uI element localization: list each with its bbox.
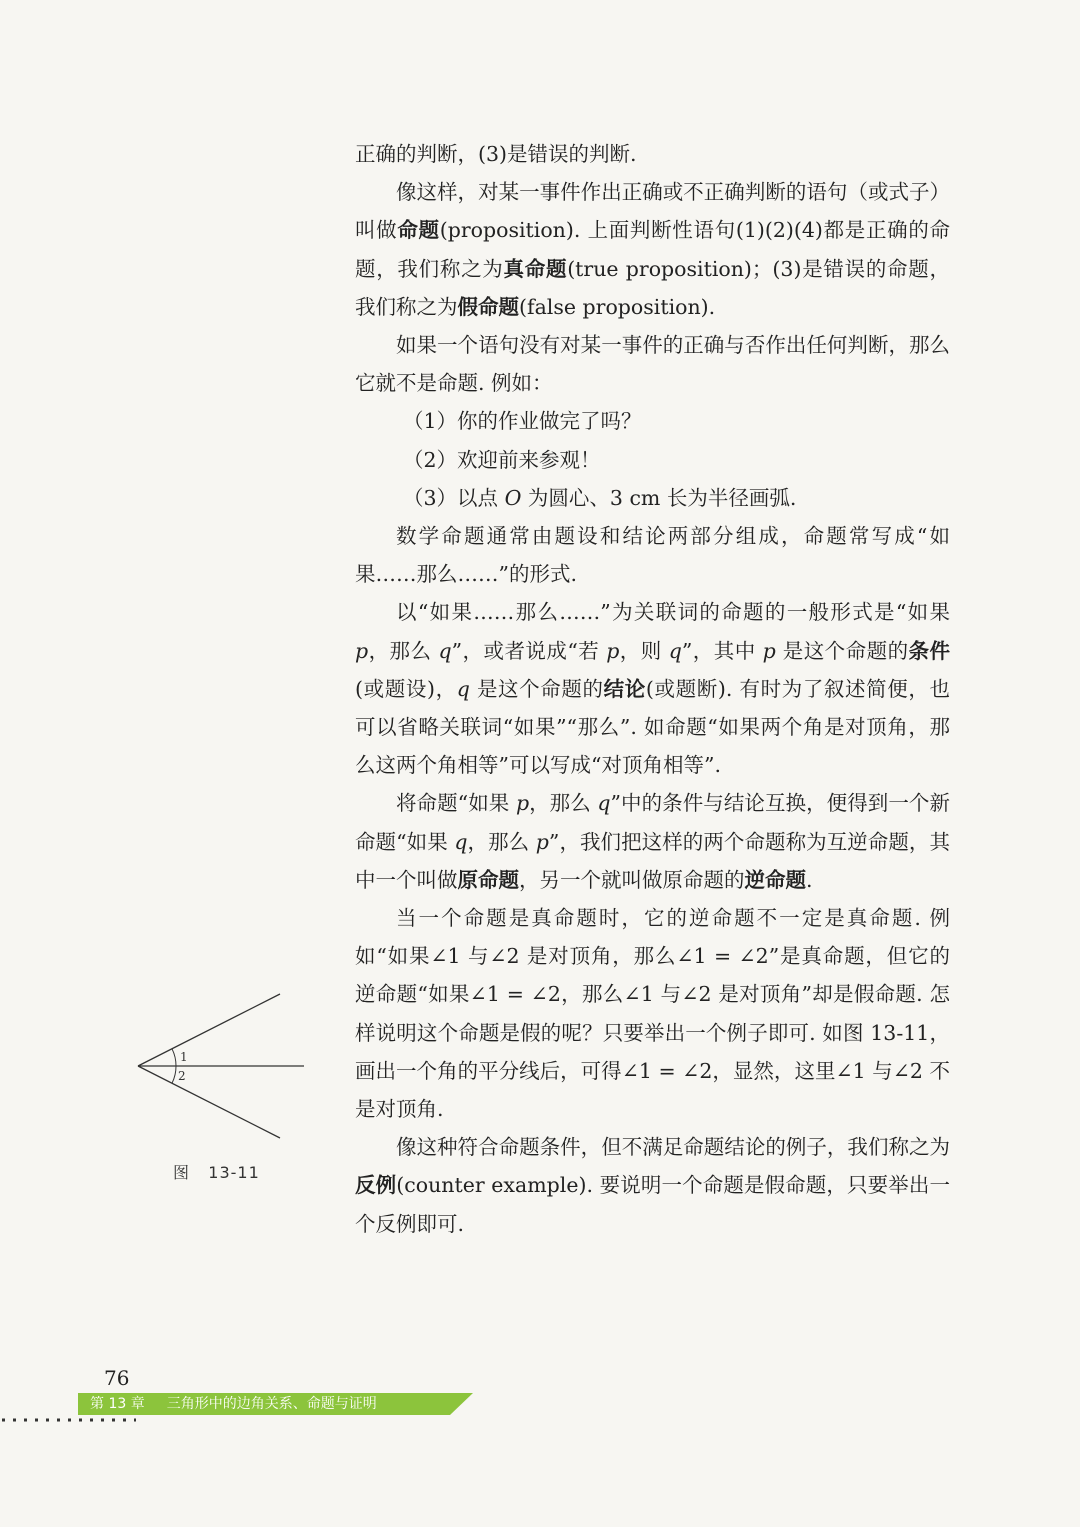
paragraph-8: 像这种符合命题条件，但不满足命题结论的例子，我们称之为反例(counter example). 要说明一个命题是假命题，只要举出一个反例即可. — [355, 1135, 951, 1236]
paragraph-7: 当一个命题是真命题时，它的逆命题不一定是真命题. 例如“如果∠1 与∠2 是对顶角，那么∠1 = ∠2”是真命题，但它的逆命题“如果∠1 = ∠2，那么∠1 与∠2 是对顶角”却是假命题. 怎样说明这个命题是假的呢？只要举出一个例子即可. 如图 13-11，画出一个角的平分线后，可得∠1 = ∠2，显然，这里∠1 与∠2 不是对顶角. — [355, 906, 950, 1122]
footer-dotted-rule — [0, 1417, 140, 1423]
paragraph-2: 像这样，对某一事件作出正确或不正确判断的语句（或式子）叫做命题(proposition). 上面判断性语句(1)(2)(4)都是正确的命题，我们称之为真命题(true proposition)；(3)是错误的命题，我们称之为假命题(false proposition). — [355, 180, 950, 319]
lower-ray — [138, 1066, 280, 1138]
angle-bisector-diagram — [130, 990, 310, 1140]
term-proposition: 命题 — [397, 218, 440, 243]
chapter-footer-bar — [78, 1393, 473, 1415]
term-true-proposition: 真命题 — [503, 256, 568, 281]
page-number: 76 — [104, 1366, 130, 1390]
paragraph-4: 数学命题通常由题设和结论两部分组成，命题常写成“如果……那么……”的形式. — [355, 524, 950, 587]
list-item-2: （2）欢迎前来参观！ — [403, 447, 601, 472]
term-false-proposition: 假命题 — [457, 294, 519, 319]
term-original-proposition: 原命题 — [457, 867, 519, 892]
paragraph-3: 如果一个语句没有对某一事件的正确与否作出任何判断，那么它就不是命题. 例如： — [355, 333, 950, 396]
figure-caption — [173, 1160, 260, 1183]
body-text — [355, 135, 950, 1243]
figure-caption-prefix: 图 — [173, 1163, 191, 1182]
list-item-3: （3）以点 O 为圆心、3 cm 长为半径画弧. — [403, 485, 797, 510]
term-condition: 条件 — [908, 638, 950, 663]
upper-ray — [138, 994, 280, 1066]
paragraph-5: 以“如果……那么……”为关联词的命题的一般形式是“如果 p，那么 q”，或者说成“若 p，则 q”，其中 p 是这个命题的条件(或题设)，q 是这个命题的结论(或题断). 有时为了叙述简便，也可以省略关联词“如果”“那么”. 如命题“如果两个角是对顶角，那么这两个角相等”可以写成“对顶角相等”. — [355, 600, 951, 778]
list-item-1: （1）你的作业做完了吗？ — [403, 409, 642, 434]
figure-caption-number: 13-11 — [208, 1163, 260, 1182]
angle-2-arc — [172, 1066, 176, 1083]
angle-bisector-figure — [130, 990, 310, 1140]
term-conclusion: 结论 — [603, 676, 646, 701]
term-counterexample: 反例 — [355, 1173, 397, 1198]
chapter-label: 第 13 章 — [90, 1396, 145, 1412]
angle-2-label: 2 — [178, 1069, 186, 1083]
angle-1-label: 1 — [180, 1050, 188, 1064]
chapter-text — [90, 1394, 377, 1414]
term-converse-proposition: 逆命题 — [744, 867, 806, 892]
paragraph-6: 将命题“如果 p，那么 q”中的条件与结论互换，便得到一个新命题“如果 q，那么 p”，我们把这样的两个命题称为互逆命题，其中一个叫做原命题，另一个就叫做原命题的逆命题. — [355, 791, 950, 892]
chapter-title: 三角形中的边角关系、命题与证明 — [166, 1396, 377, 1412]
paragraph-1: 正确的判断，(3)是错误的判断. — [355, 142, 637, 166]
angle-1-arc — [172, 1049, 176, 1066]
